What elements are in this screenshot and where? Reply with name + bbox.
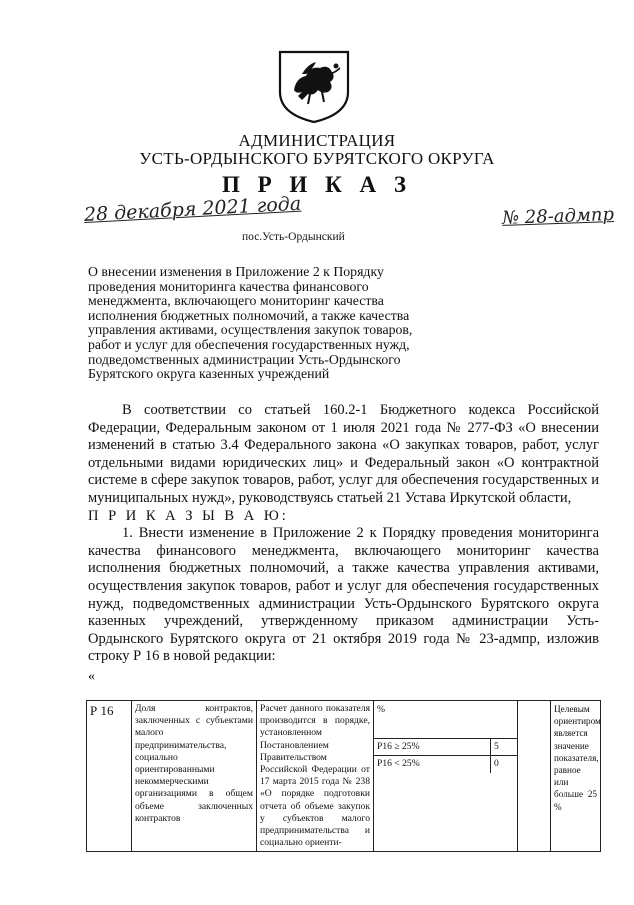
score-high: 5	[491, 739, 518, 756]
handwritten-date: 28 декабря 2021 года	[83, 192, 302, 226]
score-low: 0	[491, 756, 518, 773]
order-subject: О внесении изменения в Приложение 2 к Порядку проведения мониторинга качества финансового менеджмента, включающего мониторинг качества исполнения бюджетных полномочий, а также качества управления активами, осуществления закупок товаров, работ и услуг для обеспечения государственных нужд, подведомственных администрации Усть-Ордынского Бурятского округа казенных учреждений	[88, 264, 413, 382]
indicator-code-cell: Р 16	[87, 701, 132, 852]
unit-label: %	[377, 704, 385, 715]
preamble-paragraph: В соответствии со статьей 160.2-1 Бюджетного кодекса Российской Федерации, Федеральным законом от 1 июля 2021 года № 277-ФЗ «О внесении изменений в статью 3.4 Федерального закона «О закупках товаров, работ, услуг отдельными видами юридических лиц» и Федеральный закон «О контрактной системе в сфере закупок товаров, работ, услуг для обеспечения государственных и муниципальных нужд», руководствуясь статьей 21 Устава Иркутской области,	[88, 402, 599, 506]
calculation-method-cell: Расчет данного показателя производится в порядке, установленном Постановлением Правительством Российской Федерации от 17 марта 2015 года № 238 «О порядке подготовки отчета об объеме закупок у субъектов малого предпринимательства и социально ориенти-	[257, 701, 374, 852]
indicator-name-cell: Доля контрактов, заключенных с субъектами малого предпринимательства, социально ориентированными некоммерческими организациями в общем объеме заключенных контрактов	[132, 701, 257, 852]
order-body	[88, 402, 599, 686]
indicator-row-table	[86, 700, 601, 852]
org-name-line1: АДМИНИСТРАЦИЯ	[238, 131, 396, 150]
target-value-cell: Целевым ориентиром является значение показателя, равное или больше 25 %	[551, 701, 601, 852]
place-of-issue: пос.Усть-Ордынский	[242, 231, 345, 243]
document-type-title: П Р И К А З	[221, 172, 412, 197]
empty-cell	[518, 701, 551, 852]
opening-quote-mark: «	[88, 668, 95, 684]
org-name-line2: УСТЬ-ОРДЫНСКОГО БУРЯТСКОГО ОКРУГА	[139, 149, 495, 168]
condition-high: Р16 ≥ 25%	[374, 739, 491, 756]
condition-low: Р16 < 25%	[374, 756, 491, 773]
order-word: П Р И К А З Ы В А Ю:	[88, 507, 289, 524]
coat-of-arms-emblem	[272, 44, 356, 124]
handwritten-order-number: № 28-адмпр	[501, 204, 615, 229]
scoring-cell	[374, 701, 518, 852]
item-1-paragraph: 1. Внести изменение в Приложение 2 к Порядку проведения мониторинга качества финансового менеджмента, включающего мониторинг качества исполнения бюджетных полномочий, а также качества управления активами, осуществления закупок товаров, работ и услуг для обеспечения государственных нужд, подведомственных администрации Усть-Ордынского Бурятского округа казенных учреждений, утвержденному приказом администрации Усть-Ордынского Бурятского округа от 21 октября 2019 года № 23-адмпр, изложив строку Р 16 в новой редакции:	[88, 525, 599, 665]
table-row	[87, 701, 601, 852]
